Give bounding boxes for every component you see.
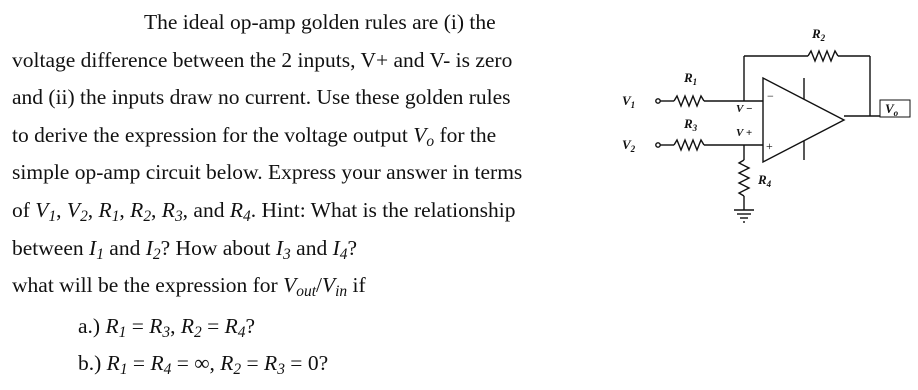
problem-text: voltage difference between the 2 inputs, V+ and V- is zero (12, 47, 513, 72)
r2-resistor (808, 51, 838, 61)
label-r2: $R_2$ (812, 26, 826, 43)
problem-statement (12, 4, 604, 267)
math-vin: $V_{in}$ (321, 273, 348, 300)
math-v2: $V_2$ (66, 197, 88, 225)
problem-text: for the (439, 122, 497, 147)
math-vout: $V_{out}$ (283, 273, 316, 300)
problem-line-2 (12, 42, 604, 80)
label-v1: $V_1$ (622, 93, 636, 110)
math-r1: $R_1$ (98, 197, 120, 225)
problem-text: and (193, 197, 225, 222)
r3-resistor (674, 140, 704, 150)
problem-text: to derive the expression for the voltage output (12, 122, 408, 147)
math-i1: $I_1$ (89, 235, 104, 263)
question-text: what will be the expression for (12, 273, 278, 297)
r1-resistor (674, 96, 704, 106)
r4-resistor (739, 160, 749, 196)
problem-text: between (12, 235, 84, 260)
problem-text: ? (347, 235, 358, 260)
part-b-label: b.) (78, 351, 102, 375)
part-b: b.) $R_1 = R_4$ = ∞, $R_2 = R_3 = 0$? (78, 351, 329, 378)
label-vo: $V_o$ (885, 101, 899, 118)
part-a-label: a.) (78, 314, 101, 338)
question-if: if (352, 273, 366, 297)
problem-line-6: of $V_1$, $V_2$, $R_1$, $R_2$, $R_3$, and $R_4$. Hint: What is the relationship (12, 197, 516, 225)
problem-text: and (ii) the inputs draw no current. Use these golden rules (12, 85, 511, 110)
problem-text: and (296, 235, 328, 260)
math-r4: $R_4$ (229, 197, 251, 225)
problem-line-7 (12, 230, 604, 268)
problem-line-3 (12, 79, 604, 117)
problem-text: ? How about (160, 235, 271, 260)
problem-text: and (109, 235, 141, 260)
math-r3: $R_3$ (161, 197, 183, 225)
label-v2: $V_2$ (622, 137, 636, 154)
math-vo: $V_o$ (413, 122, 435, 150)
question-line: what will be the expression for $V_{out}/V_{in}$ if (12, 273, 366, 300)
label-plus-sign: + (766, 139, 773, 153)
math-i4: $I_4$ (332, 235, 348, 263)
math-v1: $V_1$ (35, 197, 57, 225)
problem-text: of (12, 197, 30, 222)
part-a: a.) $R_1 = R_3$, $R_2 = R_4$? (78, 314, 256, 341)
label-r4: $R_4$ (758, 172, 772, 189)
v2-terminal (656, 143, 660, 147)
math-r2: $R_2$ (130, 197, 152, 225)
v1-terminal (656, 99, 660, 103)
problem-line-4 (12, 117, 604, 155)
problem-line-5 (12, 154, 604, 192)
problem-line-1 (12, 4, 604, 42)
label-vplus: V + (736, 127, 753, 139)
label-r3: $R_3$ (684, 116, 698, 133)
label-minus-sign: − (767, 89, 774, 103)
problem-text: . Hint: What is the relationship (250, 197, 516, 222)
op-amp-circuit-diagram (612, 0, 918, 250)
math-i3: $I_3$ (275, 235, 291, 263)
problem-text: The ideal op-amp golden rules are (i) the (144, 10, 496, 34)
math-i2: $I_2$ (145, 235, 161, 263)
label-r1: $R_1$ (684, 70, 698, 87)
label-vminus: V − (736, 103, 753, 115)
problem-text: simple op-amp circuit below. Express your answer in terms (12, 160, 523, 185)
